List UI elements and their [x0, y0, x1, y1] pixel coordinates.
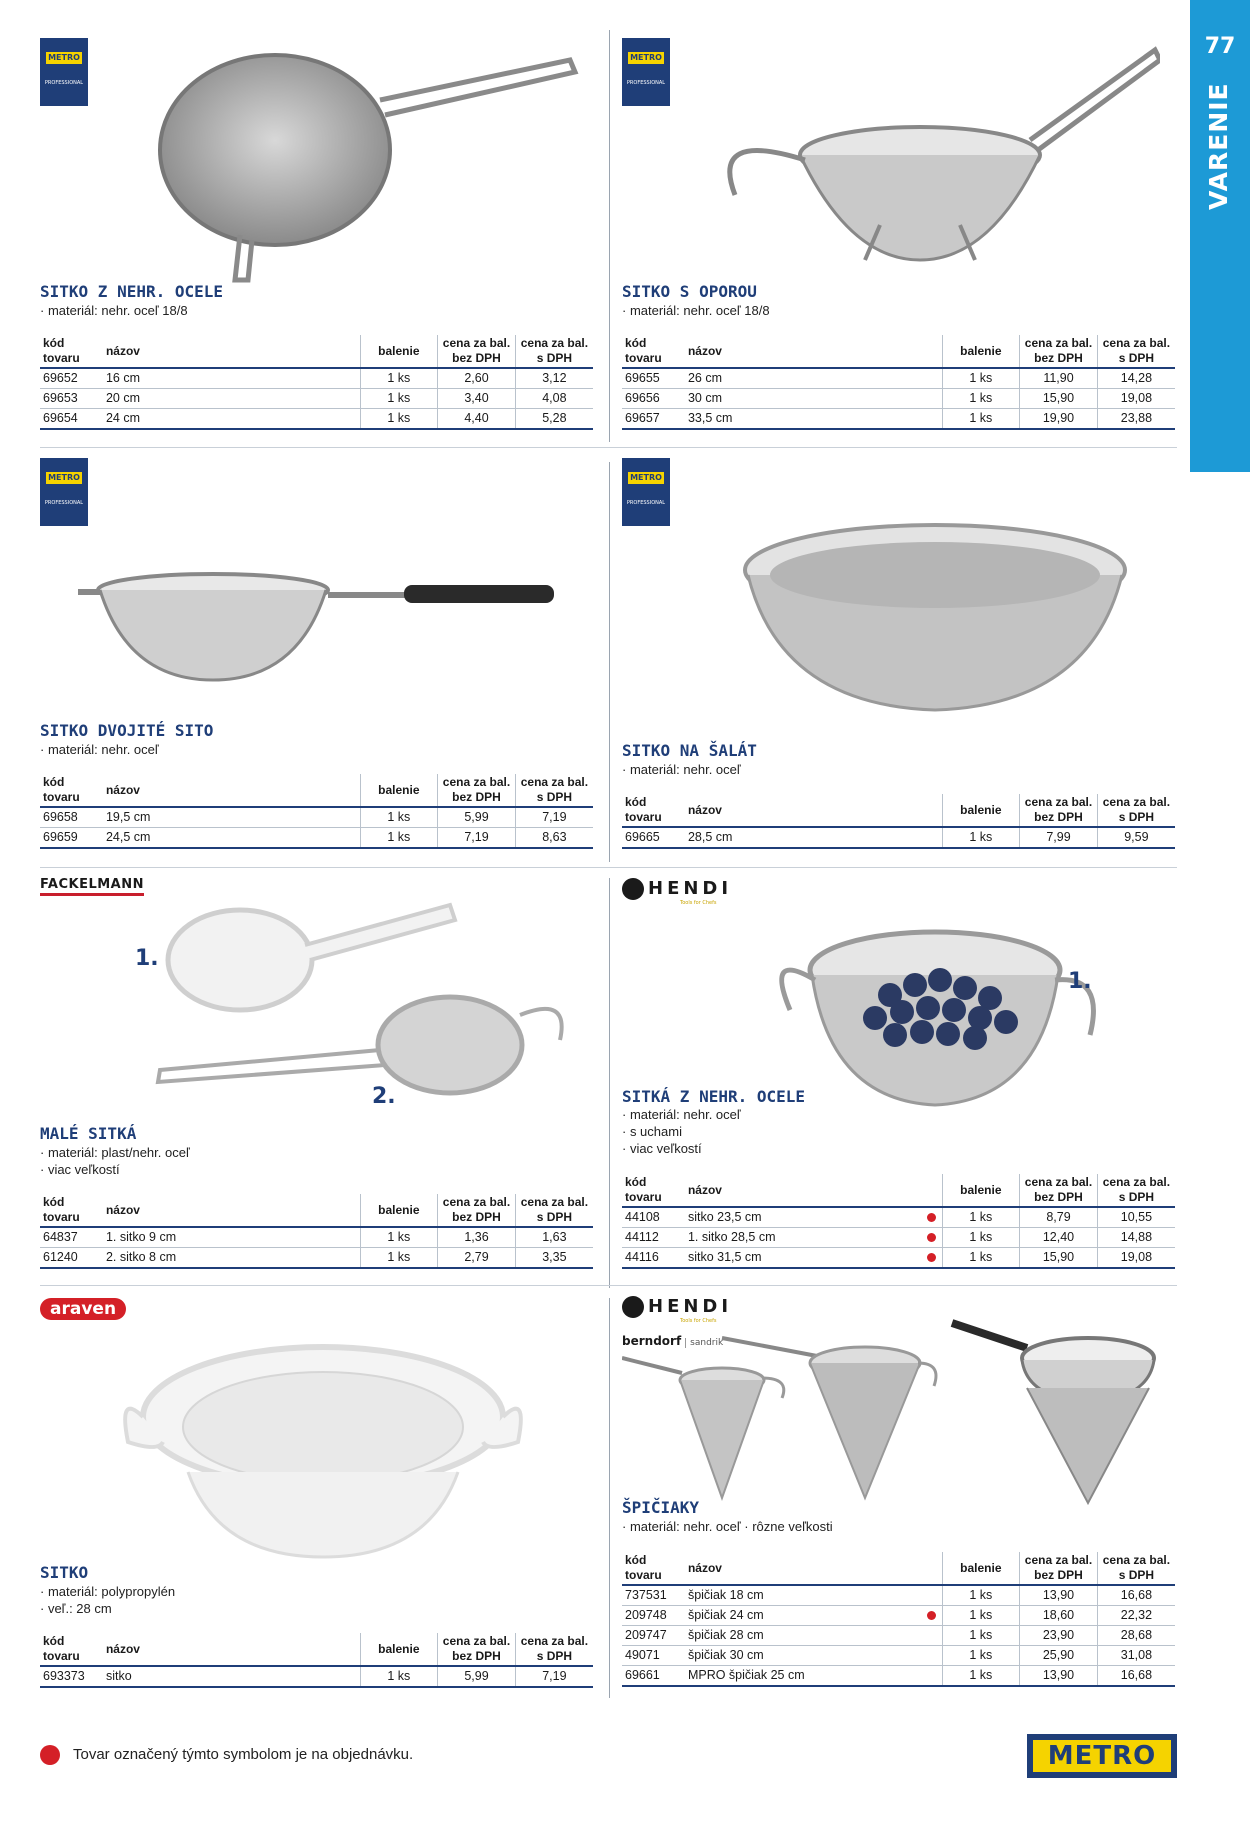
packaging: 1 ks: [360, 389, 438, 409]
order-flag: [339, 368, 360, 389]
strainer-with-rest-image: [700, 45, 1160, 270]
column-divider: [609, 30, 610, 442]
product-code: 209748: [622, 1606, 685, 1626]
table-row: [622, 1585, 1175, 1606]
table-row: [622, 1626, 1175, 1646]
order-flag: [921, 1248, 942, 1269]
table-row: [40, 1227, 593, 1248]
price-gross: 19,08: [1097, 1248, 1175, 1269]
product-code: 69654: [40, 409, 103, 430]
product-name: 20 cm: [103, 389, 339, 409]
hendi-mark-icon: [622, 1296, 644, 1318]
packaging: 1 ks: [360, 368, 438, 389]
order-flag: [921, 1646, 942, 1666]
metro-professional-badge: METRO PROFESSIONAL: [622, 458, 670, 526]
product-code: 737531: [622, 1585, 685, 1606]
product-title: SITKO NA ŠALÁT: [622, 741, 757, 760]
price-gross: 31,08: [1097, 1646, 1175, 1666]
price-net: 11,90: [1020, 368, 1098, 389]
hendi-logo: HENDI Tools for Chefs: [622, 878, 732, 906]
product-name: špičiak 30 cm: [685, 1646, 921, 1666]
packaging: 1 ks: [360, 1666, 438, 1687]
price-net: 15,90: [1020, 1248, 1098, 1269]
product-name: 33,5 cm: [685, 409, 921, 430]
packaging: 1 ks: [942, 1626, 1020, 1646]
product-code: 69652: [40, 368, 103, 389]
order-on-request-icon: [40, 1745, 60, 1765]
price-net: 1,36: [438, 1227, 516, 1248]
column-divider: [609, 878, 610, 1288]
price-net: 18,60: [1020, 1606, 1098, 1626]
order-on-request-icon: [927, 1233, 936, 1242]
salad-colander-image: [740, 520, 1130, 715]
packaging: 1 ks: [360, 807, 438, 828]
product-features: · materiál: polypropylén · veľ.: 28 cm: [40, 1584, 176, 1616]
order-flag: [339, 1666, 360, 1687]
strainer-image: [150, 40, 580, 290]
price-net: 15,90: [1020, 389, 1098, 409]
page-number: 77: [1204, 34, 1236, 59]
price-gross: 16,68: [1097, 1666, 1175, 1687]
product-code: 61240: [40, 1248, 103, 1269]
price-gross: 14,88: [1097, 1228, 1175, 1248]
price-gross: 14,28: [1097, 368, 1175, 389]
callout-number: 2.: [372, 1084, 396, 1109]
order-flag: [921, 1606, 942, 1626]
order-flag: [921, 409, 942, 430]
table-row: [622, 368, 1175, 389]
product-name: 28,5 cm: [685, 827, 921, 848]
hendi-logo: HENDI Tools for Chefs: [622, 1296, 732, 1324]
table-row: [622, 1666, 1175, 1687]
price-net: 3,40: [438, 389, 516, 409]
table-row: [622, 1606, 1175, 1626]
berndorf-sandrik-logo: berndorf sandrik: [622, 1334, 724, 1348]
metro-logo: METRO: [1027, 1734, 1177, 1778]
product-features: · materiál: nehr. oceľ 18/8: [40, 303, 188, 318]
product-name: MPRO špičiak 25 cm: [685, 1666, 921, 1687]
packaging: 1 ks: [942, 827, 1020, 848]
price-net: 8,79: [1020, 1207, 1098, 1228]
product-code: 209747: [622, 1626, 685, 1646]
price-gross: 3,12: [515, 368, 593, 389]
price-gross: 9,59: [1097, 827, 1175, 848]
hendi-mark-icon: [622, 878, 644, 900]
price-net: 23,90: [1020, 1626, 1098, 1646]
packaging: 1 ks: [942, 1585, 1020, 1606]
packaging: 1 ks: [942, 368, 1020, 389]
product-code: 44112: [622, 1228, 685, 1248]
product-title: SITKO S OPOROU: [622, 282, 757, 301]
product-title: MALÉ SITKÁ: [40, 1124, 137, 1143]
product-features: · materiál: nehr. oceľ: [40, 742, 159, 757]
product-name: 30 cm: [685, 389, 921, 409]
product-name: sitko: [103, 1666, 339, 1687]
product-code: 69661: [622, 1666, 685, 1687]
order-flag: [921, 1207, 942, 1228]
product-name: 2. sitko 8 cm: [103, 1248, 339, 1269]
packaging: 1 ks: [942, 389, 1020, 409]
product-code: 69657: [622, 409, 685, 430]
order-flag: [921, 1228, 942, 1248]
table-row: [622, 1228, 1175, 1248]
product-name: 16 cm: [103, 368, 339, 389]
column-divider: [609, 462, 610, 862]
price-net: 5,99: [438, 807, 516, 828]
packaging: 1 ks: [360, 828, 438, 849]
callout-number: 1.: [135, 946, 159, 971]
order-flag: [339, 409, 360, 430]
table-row: [40, 828, 593, 849]
order-flag: [339, 1227, 360, 1248]
table-row: [40, 1248, 593, 1269]
colander-with-blueberries-image: [770, 920, 1100, 1110]
product-title: ŠPIČIAKY: [622, 1498, 700, 1517]
price-net: 19,90: [1020, 409, 1098, 430]
order-on-request-icon: [927, 1213, 936, 1222]
metro-professional-badge: METRO PROFESSIONAL: [622, 38, 670, 106]
price-gross: 3,35: [515, 1248, 593, 1269]
packaging: 1 ks: [360, 409, 438, 430]
product-code: 69655: [622, 368, 685, 389]
row-divider: [40, 867, 1177, 868]
product-features: · materiál: plast/nehr. oceľ · viac veľkostí: [40, 1145, 190, 1177]
table-row: [622, 1646, 1175, 1666]
packaging: 1 ks: [360, 1248, 438, 1269]
order-flag: [921, 1626, 942, 1646]
product-title: SITKÁ Z NEHR. OCELE: [622, 1087, 806, 1106]
product-code: 44116: [622, 1248, 685, 1269]
product-name: špičiak 24 cm: [685, 1606, 921, 1626]
order-flag: [339, 828, 360, 849]
packaging: 1 ks: [942, 1606, 1020, 1626]
price-net: 2,60: [438, 368, 516, 389]
price-table: kód tovaru názov balenie cena za bal. bez DPH cena za bal. s DPH 69658 19,5 cm 1 ks 5,99 7,19 69659 24,5 cm 1 ks 7,19 8,63: [40, 774, 593, 849]
araven-logo: araven: [40, 1298, 126, 1320]
row-divider: [40, 1285, 1177, 1286]
price-gross: 10,55: [1097, 1207, 1175, 1228]
packaging: 1 ks: [942, 1646, 1020, 1666]
product-title: SITKO DVOJITÉ SITO: [40, 721, 214, 740]
price-table: kód tovaru názov balenie cena za bal. bez DPH cena za bal. s DPH 69652 16 cm 1 ks 2,60 3,12 69653 20 cm 1 ks 3,40 4,08 69654 24 cm 1 ks 4,40 5,28: [40, 335, 593, 430]
packaging: 1 ks: [942, 409, 1020, 430]
table-row: [622, 1207, 1175, 1228]
order-flag: [921, 1585, 942, 1606]
column-divider: [609, 1298, 610, 1698]
metro-professional-badge: METRO PROFESSIONAL: [40, 38, 88, 106]
table-row: [622, 389, 1175, 409]
product-name: sitko 31,5 cm: [685, 1248, 921, 1269]
price-net: 7,19: [438, 828, 516, 849]
price-table: kód tovaru názov balenie cena za bal. bez DPH cena za bal. s DPH 64837 1. sitko 9 cm 1 ks 1,36 1,63 61240 2. sitko 8 cm 1 ks 2,79 3,35: [40, 1194, 593, 1269]
order-flag: [921, 368, 942, 389]
product-name: sitko 23,5 cm: [685, 1207, 921, 1228]
price-net: 13,90: [1020, 1585, 1098, 1606]
order-flag: [921, 389, 942, 409]
footer-note: Tovar označený týmto symbolom je na objednávku.: [73, 1746, 414, 1763]
packaging: 1 ks: [942, 1248, 1020, 1269]
order-flag: [339, 1248, 360, 1269]
packaging: 1 ks: [360, 1227, 438, 1248]
product-name: 1. sitko 9 cm: [103, 1227, 339, 1248]
product-code: 69653: [40, 389, 103, 409]
section-tab: [1190, 0, 1250, 472]
product-code: 69656: [622, 389, 685, 409]
order-flag: [921, 1666, 942, 1687]
section-label: VARENIE: [1204, 82, 1233, 210]
order-on-request-icon: [927, 1253, 936, 1262]
product-name: špičiak 28 cm: [685, 1626, 921, 1646]
order-on-request-icon: [927, 1611, 936, 1620]
order-flag: [339, 389, 360, 409]
product-name: 19,5 cm: [103, 807, 339, 828]
price-net: 2,79: [438, 1248, 516, 1269]
product-code: 69659: [40, 828, 103, 849]
price-gross: 5,28: [515, 409, 593, 430]
table-row: [40, 1666, 593, 1687]
price-gross: 8,63: [515, 828, 593, 849]
price-gross: 28,68: [1097, 1626, 1175, 1646]
metro-professional-badge: METRO PROFESSIONAL: [40, 458, 88, 526]
product-features: · materiál: nehr. oceľ · s uchami · viac veľkostí: [622, 1107, 741, 1156]
price-net: 4,40: [438, 409, 516, 430]
price-gross: 23,88: [1097, 409, 1175, 430]
product-features: · materiál: nehr. oceľ 18/8: [622, 303, 770, 318]
product-name: špičiak 18 cm: [685, 1585, 921, 1606]
price-table: kód tovaru názov balenie cena za bal. bez DPH cena za bal. s DPH 737531 špičiak 18 cm 1 ks 13,90 16,68 209748 špičiak 24 cm 1 ks 18,60 22,32 209747 špičiak 28 cm 1 ks 23,90 28,68 49071 špičiak 30 cm 1 ks 25,90 31,08 69661 MPRO špičiak 25 cm 1 ks 13,90 16,68: [622, 1552, 1175, 1687]
packaging: 1 ks: [942, 1228, 1020, 1248]
price-gross: 7,19: [515, 1666, 593, 1687]
price-gross: 1,63: [515, 1227, 593, 1248]
table-row: [40, 807, 593, 828]
order-flag: [339, 807, 360, 828]
table-row: [40, 389, 593, 409]
price-gross: 4,08: [515, 389, 593, 409]
price-gross: 19,08: [1097, 389, 1175, 409]
order-flag: [921, 827, 942, 848]
table-row: [40, 409, 593, 430]
price-table: kód tovaru názov balenie cena za bal. bez DPH cena za bal. s DPH 69655 26 cm 1 ks 11,90 14,28 69656 30 cm 1 ks 15,90 19,08 69657 33,5 cm 1 ks 19,90 23,88: [622, 335, 1175, 430]
plastic-colander-image: [118, 1332, 528, 1562]
price-net: 13,90: [1020, 1666, 1098, 1687]
product-code: 693373: [40, 1666, 103, 1687]
table-row: [622, 827, 1175, 848]
price-net: 12,40: [1020, 1228, 1098, 1248]
price-table: kód tovaru názov balenie cena za bal. bez DPH cena za bal. s DPH 693373 sitko 1 ks 5,99 7,19: [40, 1633, 593, 1688]
price-gross: 7,19: [515, 807, 593, 828]
product-name: 1. sitko 28,5 cm: [685, 1228, 921, 1248]
product-code: 69658: [40, 807, 103, 828]
product-features: · materiál: nehr. oceľ · rôzne veľkosti: [622, 1519, 833, 1534]
packaging: 1 ks: [942, 1207, 1020, 1228]
table-row: [40, 368, 593, 389]
callout-number: 1.: [1068, 969, 1092, 994]
fackelmann-logo: FACKELMANN: [40, 877, 144, 896]
product-code: 44108: [622, 1207, 685, 1228]
price-table: kód tovaru názov balenie cena za bal. bez DPH cena za bal. s DPH 69665 28,5 cm 1 ks 7,99 9,59: [622, 794, 1175, 849]
product-code: 69665: [622, 827, 685, 848]
product-name: 24,5 cm: [103, 828, 339, 849]
product-code: 49071: [622, 1646, 685, 1666]
price-gross: 22,32: [1097, 1606, 1175, 1626]
product-code: 64837: [40, 1227, 103, 1248]
price-table: kód tovaru názov balenie cena za bal. bez DPH cena za bal. s DPH 44108 sitko 23,5 cm 1 ks 8,79 10,55 44112 1. sitko 28,5 cm 1 ks 12,40 14,88 44116 sitko 31,5 cm 1 ks 15,90 19,08: [622, 1174, 1175, 1269]
row-divider: [40, 447, 1177, 448]
table-row: [622, 409, 1175, 430]
price-net: 7,99: [1020, 827, 1098, 848]
conical-strainers-image: [622, 1318, 1177, 1508]
product-title: SITKO Z NEHR. OCELE: [40, 282, 224, 301]
packaging: 1 ks: [942, 1666, 1020, 1687]
price-net: 5,99: [438, 1666, 516, 1687]
price-gross: 16,68: [1097, 1585, 1175, 1606]
table-row: [622, 1248, 1175, 1269]
price-net: 25,90: [1020, 1646, 1098, 1666]
product-features: · materiál: nehr. oceľ: [622, 762, 741, 777]
product-title: SITKO: [40, 1563, 89, 1582]
double-sieve-image: [78, 560, 558, 690]
small-sieves-image: [150, 900, 580, 1110]
product-name: 26 cm: [685, 368, 921, 389]
product-name: 24 cm: [103, 409, 339, 430]
